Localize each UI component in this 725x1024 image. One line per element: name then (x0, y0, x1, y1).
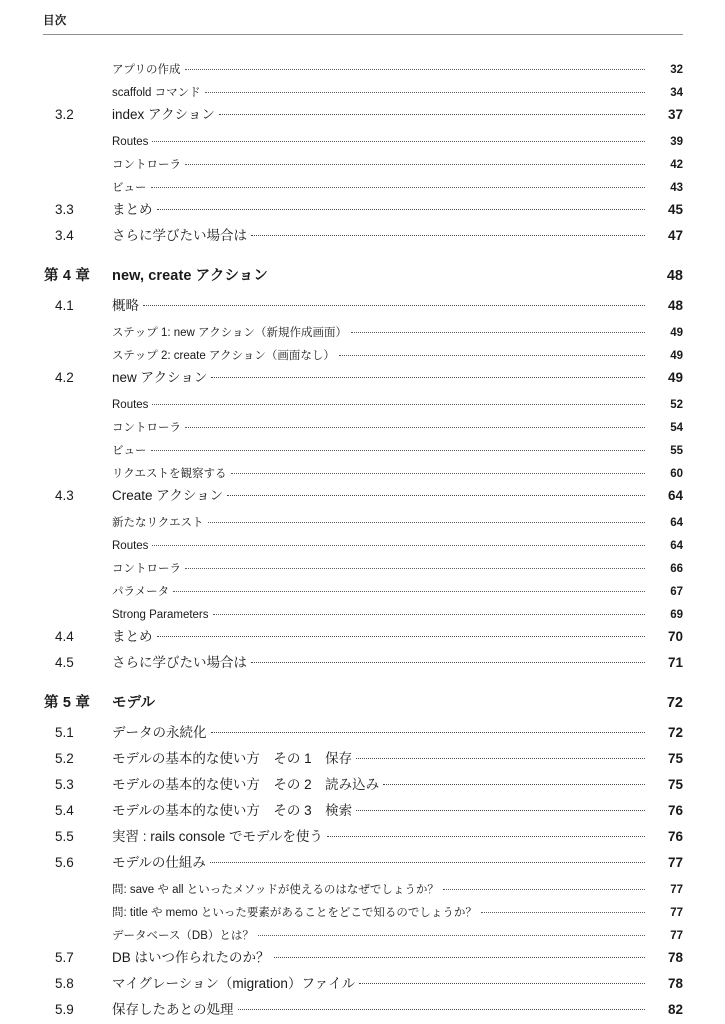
toc-entry-section[interactable] (43, 851, 683, 877)
dot-leader (157, 198, 646, 214)
toc-entry-chapter[interactable] (43, 264, 683, 294)
toc-entry-title: コントローラ (112, 563, 181, 575)
toc-entry-page-number: 69 (670, 609, 683, 621)
toc-entry-section[interactable] (43, 825, 683, 851)
toc-entry-page-number: 71 (667, 655, 683, 670)
section-number: 5.4 (55, 803, 74, 818)
toc-entry-page-number: 72 (666, 695, 683, 711)
dot-leader (251, 224, 645, 240)
dot-leader (185, 152, 645, 168)
toc-entry-section[interactable] (43, 946, 683, 972)
toc-entry-page-number: 78 (667, 976, 683, 991)
toc-entry-section[interactable] (43, 747, 683, 773)
dot-leader (383, 773, 645, 789)
toc-entry-title: DB はいつ作られたのか？ (112, 950, 270, 965)
running-header (43, 14, 683, 28)
section-number: 5.5 (55, 829, 74, 844)
dot-leader (211, 721, 646, 737)
section-number: 5.2 (55, 751, 74, 766)
toc-entry-title: Strong Parameters (112, 609, 209, 621)
section-number: 3.2 (55, 107, 74, 122)
toc-entry-title: 問: title や memo といった要素があることをどこで知るのでしょうか？ (112, 907, 477, 919)
section-number: 4.5 (55, 655, 74, 670)
toc-entry-sub[interactable] (43, 556, 683, 579)
dot-leader (443, 877, 645, 893)
dot-leader (151, 175, 646, 191)
toc-entry-title: 新たなリクエスト (112, 517, 204, 529)
dot-leader (210, 851, 645, 867)
toc-entry-sub[interactable] (43, 392, 683, 415)
toc-entry-title: モデルの基本的な使い方 その 3 検索 (112, 803, 353, 818)
dot-leader (185, 57, 645, 73)
dot-leader (173, 579, 645, 595)
dot-leader (205, 80, 645, 96)
toc-entry-page-number: 77 (670, 884, 683, 896)
toc-entry-sub[interactable] (43, 579, 683, 602)
toc-entry-section[interactable] (43, 224, 683, 250)
section-number: 4.2 (55, 370, 74, 385)
header-divider (43, 34, 683, 35)
toc-entry-page-number: 77 (667, 855, 683, 870)
toc-entry-section[interactable] (43, 366, 683, 392)
toc-entry-sub[interactable] (43, 152, 683, 175)
toc-entry-title: モデル (112, 695, 156, 711)
toc-entry-title: new アクション (112, 370, 208, 385)
toc-entry-sub[interactable] (43, 900, 683, 923)
dot-leader (272, 264, 645, 280)
toc-entry-title: Create アクション (112, 488, 224, 503)
toc-entry-page-number: 77 (670, 930, 683, 942)
dot-leader (211, 366, 645, 382)
toc-entry-title: ステップ 1: new アクション（新規作成画面） (112, 327, 347, 339)
toc-entry-section[interactable] (43, 625, 683, 651)
toc-entry-section[interactable] (43, 294, 683, 320)
toc-entry-page-number: 76 (667, 803, 683, 818)
toc-entry-page-number: 60 (670, 468, 683, 480)
dot-leader (185, 556, 645, 572)
toc-entry-section[interactable] (43, 198, 683, 224)
toc-entry-sub[interactable] (43, 923, 683, 946)
toc-entry-sub[interactable] (43, 343, 683, 366)
toc-entry-page-number: 78 (667, 950, 683, 965)
section-number: 4.3 (55, 488, 74, 503)
toc-entry-page-number: 54 (670, 422, 683, 434)
dot-leader (152, 129, 645, 145)
toc-entry-title: 問: save や all といったメソッドが使えるのはなぜでしょうか？ (112, 884, 439, 896)
toc-entry-section[interactable] (43, 484, 683, 510)
toc-entry-sub[interactable] (43, 510, 683, 533)
dot-leader (339, 343, 645, 359)
toc-entry-page-number: 49 (670, 327, 683, 339)
dot-leader (238, 998, 646, 1014)
toc-entry-page-number: 37 (667, 107, 683, 122)
dot-leader (481, 900, 645, 916)
toc-entry-page-number: 67 (670, 586, 683, 598)
dot-leader (151, 438, 646, 454)
dot-leader (159, 691, 645, 707)
toc-entry-page-number: 45 (667, 202, 683, 217)
toc-entry-sub[interactable] (43, 320, 683, 343)
toc-entry-section[interactable] (43, 773, 683, 799)
section-number: 5.7 (55, 950, 74, 965)
toc-entry-title: さらに学びたい場合は (112, 228, 247, 243)
toc-entry-page-number: 42 (670, 159, 683, 171)
toc-entry-title: Routes (112, 399, 149, 411)
chapter-label: 第 4 章 (44, 268, 91, 284)
dot-leader (258, 923, 645, 939)
toc-entry-page-number: 70 (667, 629, 683, 644)
toc-entry-title: モデルの仕組み (112, 855, 206, 870)
toc-entry-title: モデルの基本的な使い方 その 2 読み込み (112, 777, 380, 792)
toc-entry-title: マイグレーション（migration）ファイル (112, 976, 356, 991)
toc-entry-page-number: 72 (667, 725, 683, 740)
dot-leader (213, 602, 645, 618)
section-number: 3.3 (55, 202, 74, 217)
section-number: 5.1 (55, 725, 74, 740)
dot-leader (356, 799, 645, 815)
dot-leader (185, 415, 645, 431)
section-number: 5.6 (55, 855, 74, 870)
toc-entry-page-number: 75 (667, 751, 683, 766)
toc-entry-title: index アクション (112, 107, 215, 122)
toc-entry-sub[interactable] (43, 175, 683, 198)
toc-entry-title: コントローラ (112, 159, 181, 171)
toc-entry-page-number: 77 (670, 907, 683, 919)
dot-leader (157, 625, 646, 641)
dot-leader (208, 510, 645, 526)
toc-entry-title: アプリの作成 (112, 64, 181, 76)
toc-entry-sub[interactable] (43, 129, 683, 152)
section-number: 3.4 (55, 228, 74, 243)
toc-entry-page-number: 64 (670, 517, 683, 529)
dot-leader (274, 946, 645, 962)
toc-entry-title: モデルの基本的な使い方 その 1 保存 (112, 751, 353, 766)
running-header-title: 目次 (43, 15, 67, 27)
dot-leader (143, 294, 645, 310)
toc-entry-section[interactable] (43, 998, 683, 1024)
toc-entry-chapter[interactable] (43, 691, 683, 721)
dot-leader (356, 747, 645, 763)
toc-entry-sub[interactable] (43, 533, 683, 556)
toc-entry-section[interactable] (43, 721, 683, 747)
toc-entry-page-number: 49 (667, 370, 683, 385)
dot-leader (227, 484, 645, 500)
toc-entry-section[interactable] (43, 103, 683, 129)
toc-entry-page-number: 48 (667, 298, 683, 313)
toc-entry-sub[interactable] (43, 438, 683, 461)
toc-entry-list (43, 57, 683, 1024)
toc-entry-page-number: 64 (667, 488, 683, 503)
toc-entry-page-number: 76 (667, 829, 683, 844)
toc-entry-title: Routes (112, 540, 149, 552)
chapter-label: 第 5 章 (44, 695, 91, 711)
toc-entry-section[interactable] (43, 799, 683, 825)
toc-entry-title: パラメータ (112, 586, 170, 598)
toc-entry-sub[interactable] (43, 877, 683, 900)
toc-entry-title: まとめ (112, 202, 153, 217)
toc-entry-page-number: 43 (670, 182, 683, 194)
toc-entry-sub[interactable] (43, 415, 683, 438)
toc-entry-page-number: 75 (667, 777, 683, 792)
toc-entry-sub[interactable] (43, 602, 683, 625)
section-number: 4.4 (55, 629, 74, 644)
toc-entry-section[interactable] (43, 651, 683, 677)
section-number: 5.9 (55, 1002, 74, 1017)
toc-entry-title: コントローラ (112, 422, 181, 434)
dot-leader (152, 533, 645, 549)
dot-leader (359, 972, 645, 988)
dot-leader (152, 392, 645, 408)
toc-entry-page-number: 39 (670, 136, 683, 148)
section-number: 5.3 (55, 777, 74, 792)
toc-entry-title: データの永続化 (112, 725, 207, 740)
section-number: 4.1 (55, 298, 74, 313)
toc-entry-sub[interactable] (43, 80, 683, 103)
toc-entry-title: ビュー (112, 182, 147, 194)
toc-entry-sub[interactable] (43, 461, 683, 484)
toc-entry-page-number: 52 (670, 399, 683, 411)
toc-entry-title: scaffold コマンド (112, 87, 201, 99)
toc-entry-page-number: 32 (670, 64, 683, 76)
toc-entry-page-number: 49 (670, 350, 683, 362)
toc-entry-page-number: 66 (670, 563, 683, 575)
dot-leader (231, 461, 645, 477)
toc-entry-page-number: 34 (670, 87, 683, 99)
toc-entry-title: 実習 : rails console でモデルを使う (112, 829, 323, 844)
toc-entry-title: Routes (112, 136, 149, 148)
toc-entry-title: new, create アクション (112, 268, 268, 284)
toc-entry-section[interactable] (43, 972, 683, 998)
toc-entry-page-number: 82 (667, 1002, 683, 1017)
section-number: 5.8 (55, 976, 74, 991)
dot-leader (327, 825, 645, 841)
toc-entry-sub[interactable] (43, 57, 683, 80)
toc-entry-title: データベース（DB）とは？ (112, 930, 254, 942)
toc-entry-title: ステップ 2: create アクション（画面なし） (112, 350, 335, 362)
toc-entry-title: さらに学びたい場合は (112, 655, 247, 670)
dot-leader (351, 320, 645, 336)
toc-entry-page-number: 55 (670, 445, 683, 457)
toc-entry-page-number: 64 (670, 540, 683, 552)
toc-entry-title: ビュー (112, 445, 147, 457)
toc-entry-title: まとめ (112, 629, 153, 644)
toc-entry-title: 保存したあとの処理 (112, 1002, 234, 1017)
toc-entry-title: リクエストを観察する (112, 468, 227, 480)
dot-leader (251, 651, 645, 667)
dot-leader (219, 103, 645, 119)
toc-entry-page-number: 48 (666, 268, 683, 284)
toc-entry-page-number: 47 (667, 228, 683, 243)
toc-entry-title: 概略 (112, 298, 139, 313)
